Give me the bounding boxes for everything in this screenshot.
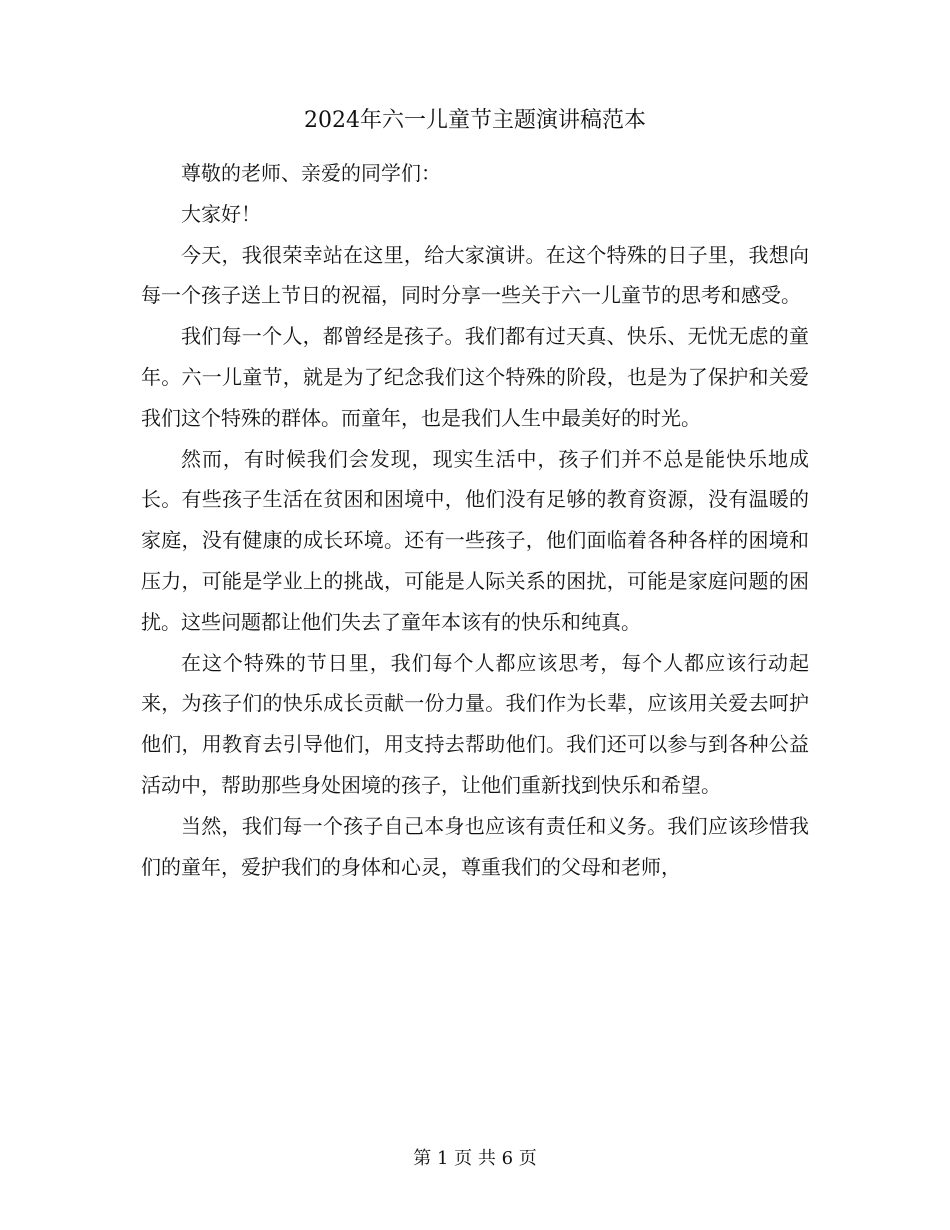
body-paragraph: 然而，有时候我们会发现，现实生活中，孩子们并不总是能快乐地成长。有些孩子生活在贫困和困境中，他们没有足够的教育资源，没有温暖的家庭，没有健康的成长环境。还有一些孩子，他们面临着各种各样的困境和压力，可能是学业上的挑战，可能是人际关系的困扰，可能是家庭问题的困扰。这些问题都让他们失去了童年本该有的快乐和纯真。 — [141, 446, 809, 634]
document-body — [141, 153, 809, 887]
document-title: 2024年六一儿童节主题演讲稿范本 — [304, 108, 646, 133]
body-paragraph: 今天，我很荣幸站在这里，给大家演讲。在这个特殊的日子里，我想向每一个孩子送上节日的祝福，同时分享一些关于六一儿童节的思考和感受。 — [141, 242, 809, 308]
body-paragraph: 在这个特殊的节日里，我们每个人都应该思考，每个人都应该行动起来，为孩子们的快乐成长贡献一份力量。我们作为长辈，应该用关爱去呵护他们，用教育去引导他们，用支持去帮助他们。我们还可以参与到各种公益活动中，帮助那些身处困境的孩子，让他们重新找到快乐和希望。 — [141, 650, 809, 797]
page-number-footer: 第 1 页 共 6 页 — [413, 1148, 537, 1169]
body-paragraph: 我们每一个人，都曾经是孩子。我们都有过天真、快乐、无忧无虑的童年。六一儿童节，就是为了纪念我们这个特殊的阶段，也是为了保护和关爱我们这个特殊的群体。而童年，也是我们人生中最美好的时光。 — [141, 324, 809, 430]
body-paragraph: 当然，我们每一个孩子自己本身也应该有责任和义务。我们应该珍惜我们的童年，爱护我们的身体和心灵，尊重我们的父母和老师， — [141, 813, 809, 879]
salutation: 尊敬的老师、亲爱的同学们： — [181, 161, 441, 185]
greeting: 大家好！ — [181, 201, 261, 226]
